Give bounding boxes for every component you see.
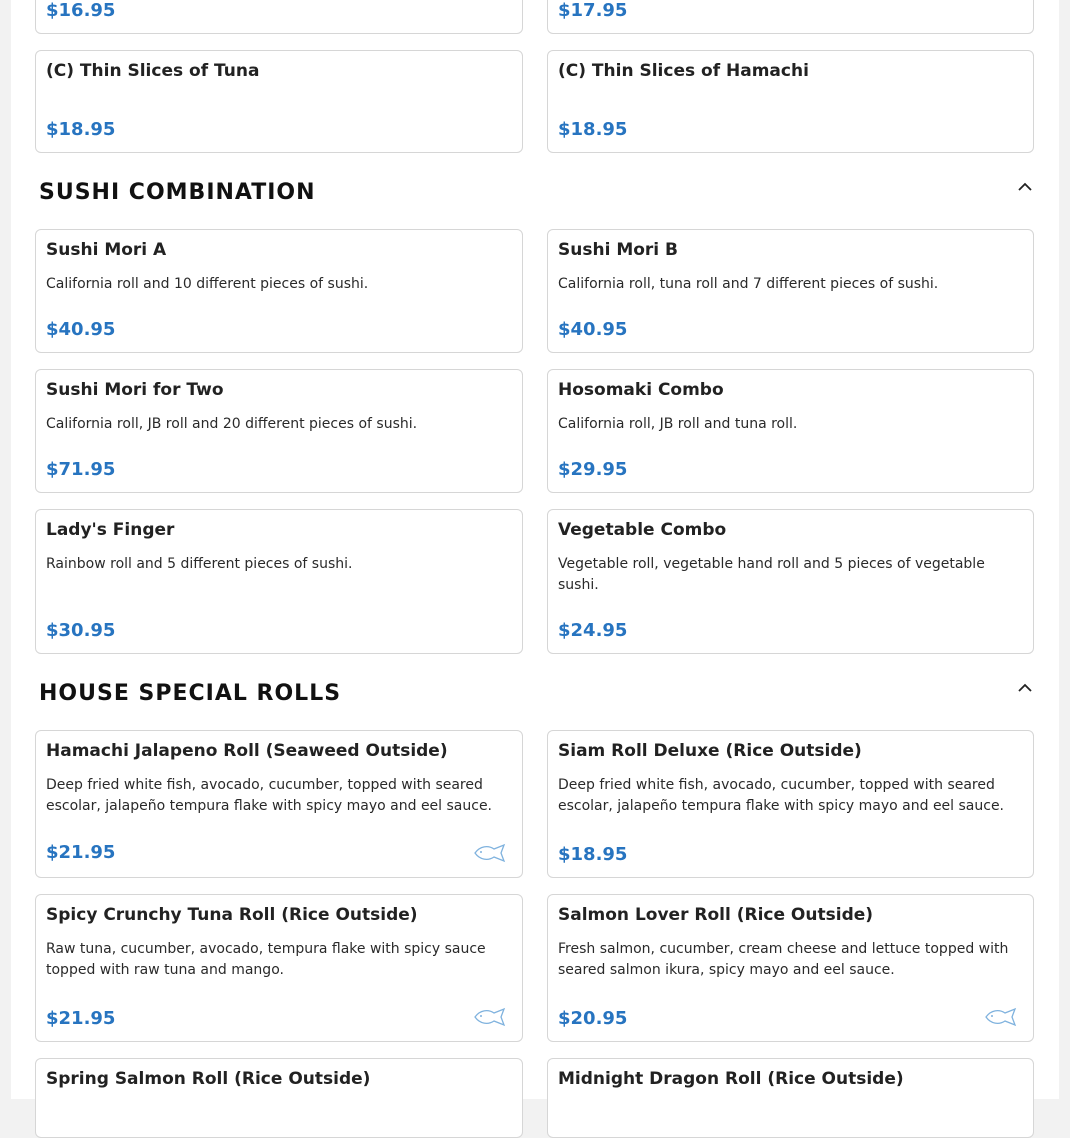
menu-item-card[interactable] xyxy=(547,369,1034,493)
item-description: Deep fried white fish, avocado, cucumber, topped with seared escolar, jalapeño tempura flake with spicy mayo and eel sauce. xyxy=(558,777,1005,814)
item-title: Vegetable Combo xyxy=(558,520,727,540)
menu-item-card[interactable] xyxy=(547,894,1034,1042)
item-description: Rainbow roll and 5 different pieces of sushi. xyxy=(46,556,353,572)
item-price: $21.95 xyxy=(46,1008,116,1029)
menu-item-card[interactable] xyxy=(547,229,1034,353)
item-title: Spring Salmon Roll (Rice Outside) xyxy=(46,1069,371,1089)
item-title: Hosomaki Combo xyxy=(558,380,724,400)
item-title: Midnight Dragon Roll (Rice Outside) xyxy=(558,1069,904,1089)
menu-item-card[interactable] xyxy=(35,1058,523,1138)
menu-page xyxy=(11,0,1059,1099)
item-title: Sushi Mori A xyxy=(46,240,167,260)
item-price: $18.95 xyxy=(558,844,628,865)
item-price: $40.95 xyxy=(46,319,116,340)
chevron-up-icon[interactable] xyxy=(1017,683,1033,693)
item-price: $18.95 xyxy=(46,119,116,140)
item-price: $29.95 xyxy=(558,459,628,480)
item-title: Lady's Finger xyxy=(46,520,175,540)
item-price: $40.95 xyxy=(558,319,628,340)
item-description: California roll, tuna roll and 7 different pieces of sushi. xyxy=(558,276,939,292)
item-description: Fresh salmon, cucumber, cream cheese and lettuce topped with seared salmon ikura, spicy mayo and eel sauce. xyxy=(558,941,1009,978)
item-price: $18.95 xyxy=(558,119,628,140)
item-price: $17.95 xyxy=(558,0,628,21)
item-price: $20.95 xyxy=(558,1008,628,1029)
item-description: Deep fried white fish, avocado, cucumber, topped with seared escolar, jalapeño tempura flake with spicy mayo and eel sauce. xyxy=(46,777,493,814)
item-title: Spicy Crunchy Tuna Roll (Rice Outside) xyxy=(46,905,418,925)
menu-item-card[interactable] xyxy=(547,730,1034,878)
item-description: California roll, JB roll and tuna roll. xyxy=(558,416,798,432)
item-price: $71.95 xyxy=(46,459,116,480)
item-title: Hamachi Jalapeno Roll (Seaweed Outside) xyxy=(46,741,448,761)
item-description: California roll and 10 different pieces of sushi. xyxy=(46,276,369,292)
menu-item-card[interactable] xyxy=(35,730,523,878)
item-title: Siam Roll Deluxe (Rice Outside) xyxy=(558,741,862,761)
item-price: $30.95 xyxy=(46,620,116,641)
item-description: Vegetable roll, vegetable hand roll and 5 pieces of vegetable sushi. xyxy=(558,556,985,593)
menu-item-card[interactable] xyxy=(35,229,523,353)
menu-item-card[interactable] xyxy=(547,0,1034,34)
fish-icon xyxy=(474,1007,506,1027)
menu-item-card[interactable] xyxy=(35,369,523,493)
section-heading-sushi-combination: SUSHI COMBINATION xyxy=(39,180,316,205)
item-title: Salmon Lover Roll (Rice Outside) xyxy=(558,905,874,925)
menu-item-card[interactable] xyxy=(35,894,523,1042)
menu-item-card[interactable] xyxy=(547,50,1034,153)
item-title: (C) Thin Slices of Hamachi xyxy=(558,61,809,81)
section-heading-house-special-rolls: HOUSE SPECIAL ROLLS xyxy=(39,681,342,706)
fish-icon xyxy=(985,1007,1017,1027)
item-title: Sushi Mori for Two xyxy=(46,380,224,400)
chevron-up-icon[interactable] xyxy=(1017,182,1033,192)
item-price: $16.95 xyxy=(46,0,116,21)
menu-item-card[interactable] xyxy=(547,509,1034,654)
menu-item-card[interactable] xyxy=(35,509,523,654)
menu-item-card[interactable] xyxy=(35,50,523,153)
menu-item-card[interactable] xyxy=(547,1058,1034,1138)
item-description: Raw tuna, cucumber, avocado, tempura flake with spicy sauce topped with raw tuna and mango. xyxy=(46,941,486,978)
fish-icon xyxy=(474,843,506,863)
item-description: California roll, JB roll and 20 different pieces of sushi. xyxy=(46,416,418,432)
item-price: $21.95 xyxy=(46,842,116,863)
item-price: $24.95 xyxy=(558,620,628,641)
menu-item-card[interactable] xyxy=(35,0,523,34)
item-title: (C) Thin Slices of Tuna xyxy=(46,61,260,81)
item-title: Sushi Mori B xyxy=(558,240,678,260)
